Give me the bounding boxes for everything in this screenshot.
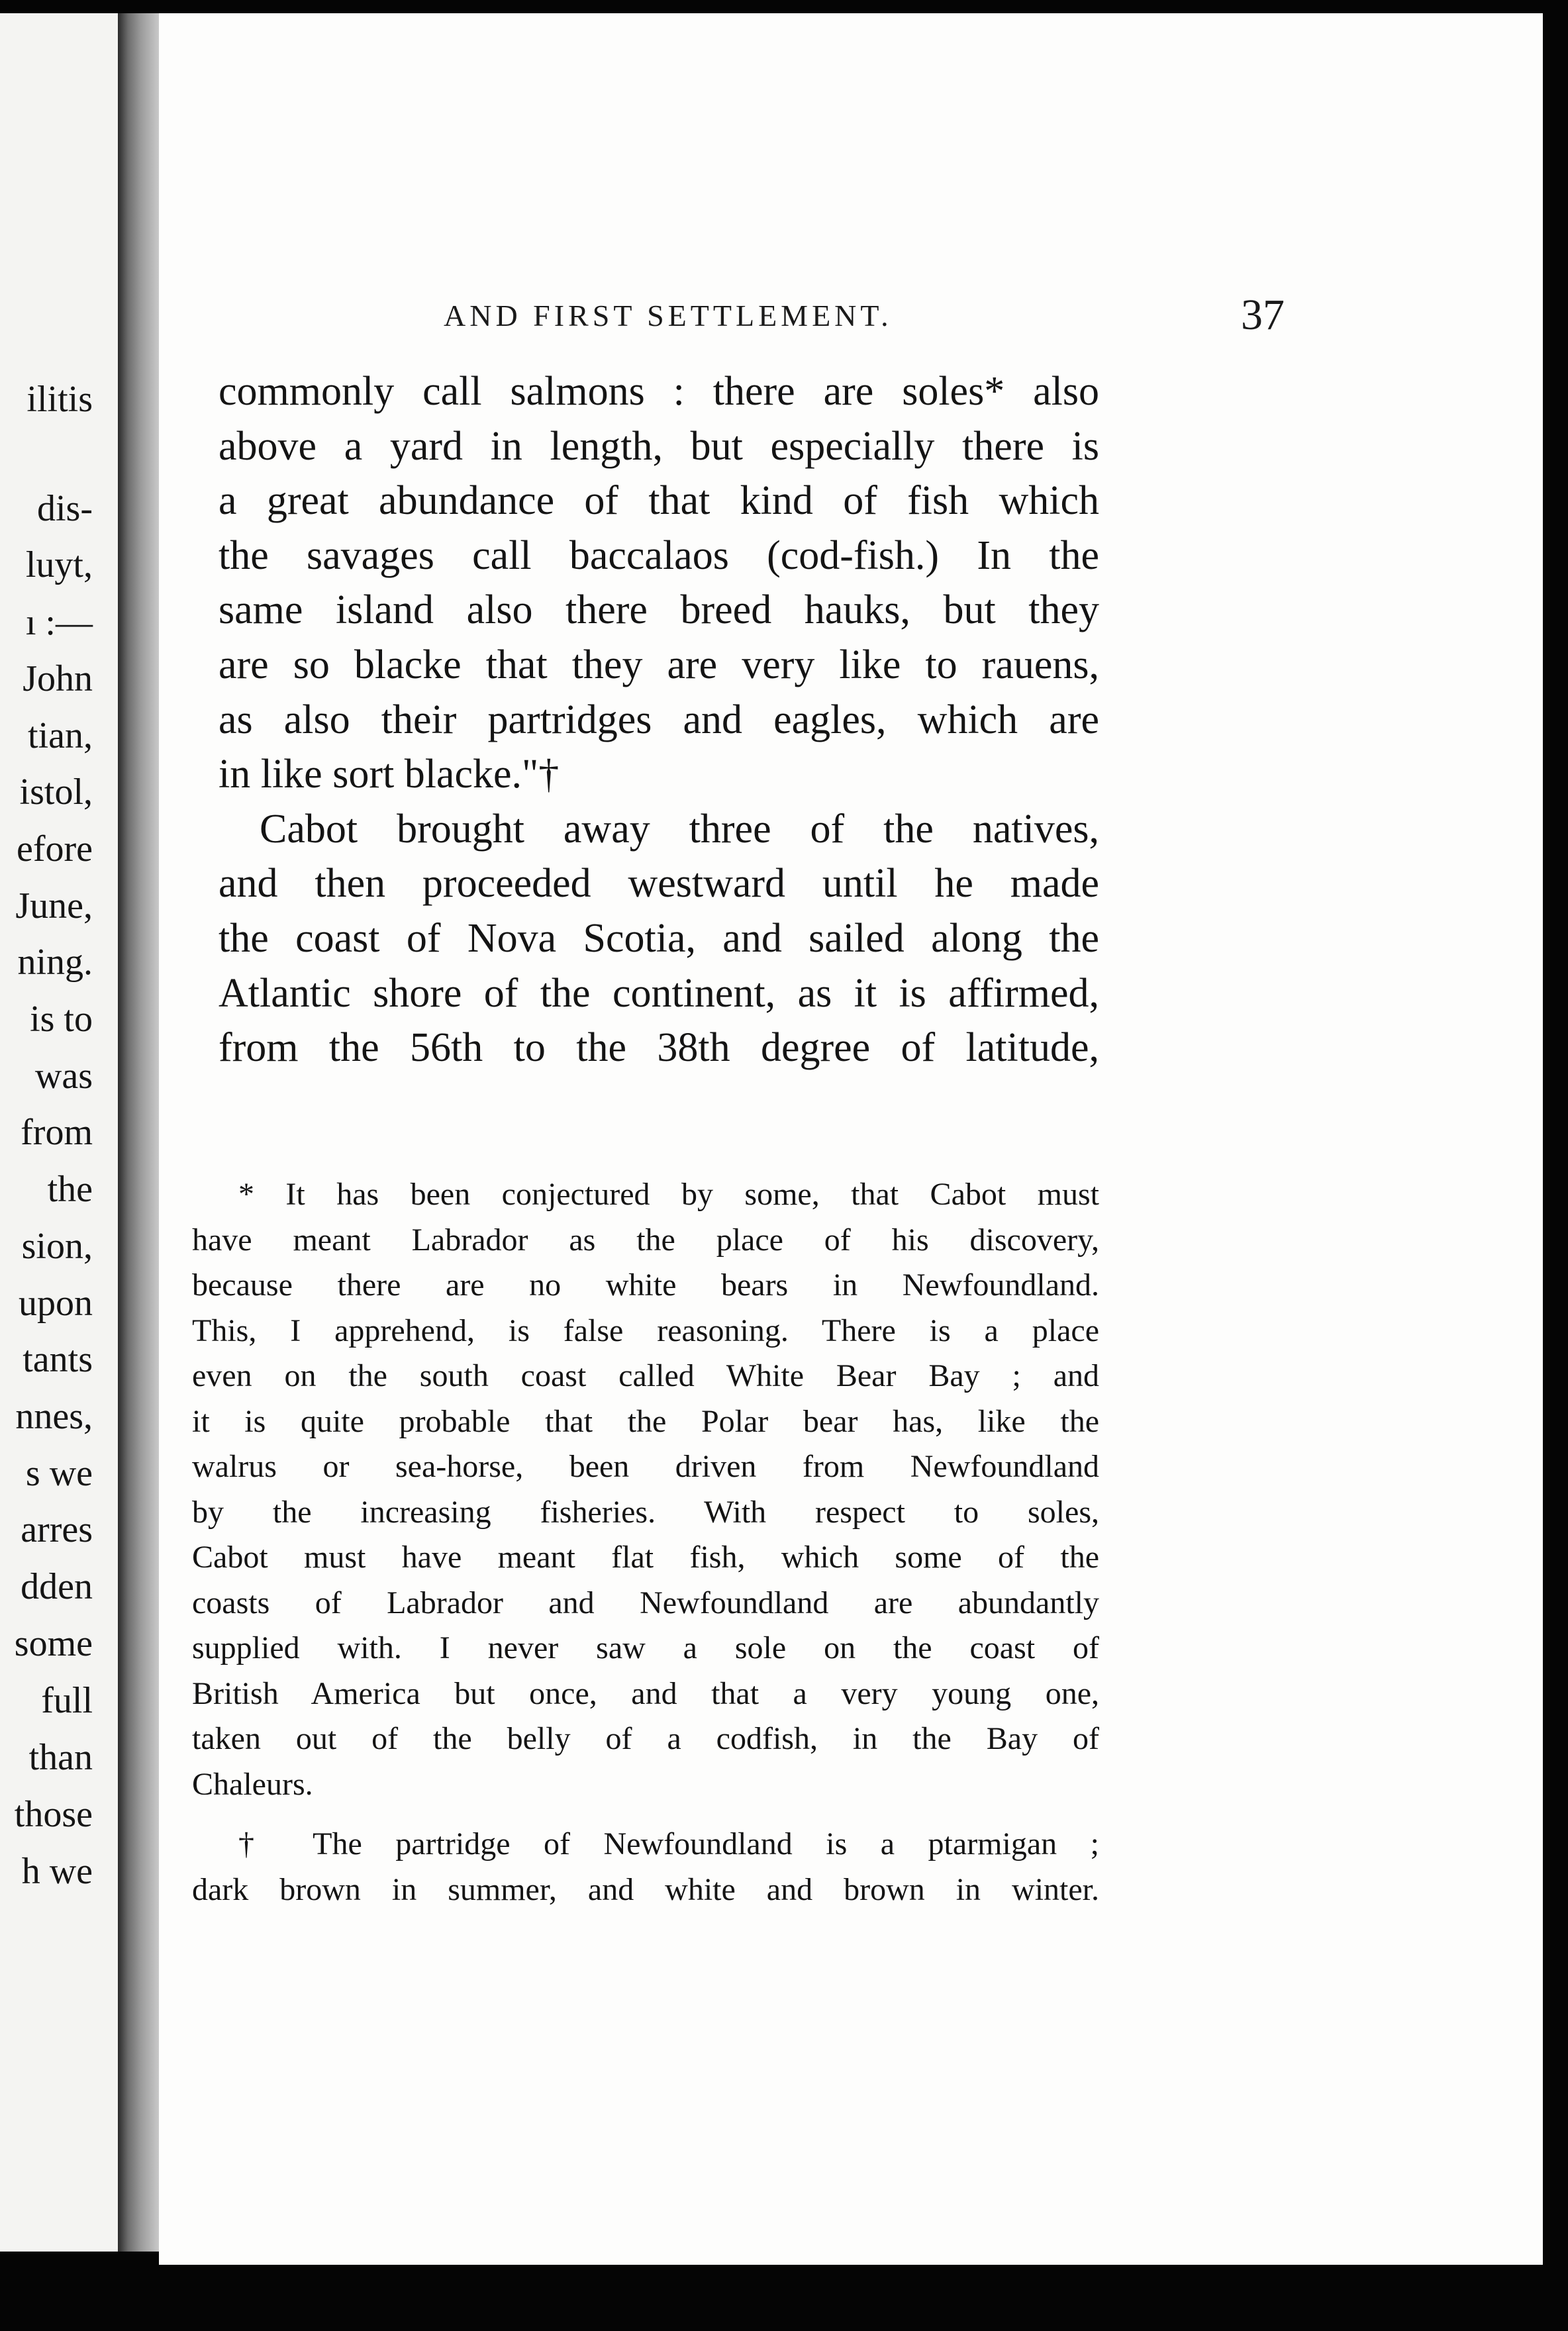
body-line: the savages call baccalaos (cod-fish.) In the [219,532,1099,578]
left-page-line: John [23,658,93,699]
body-line: from the 56th to the 38th degree of latitude, [219,1025,1099,1071]
book-gutter-shadow [118,13,159,2252]
page-number: 37 [1241,291,1285,339]
left-page-line: arres [21,1509,93,1550]
footnote-line: dark brown in summer, and white and brown in winter. [192,1871,1099,1907]
body-line: the coast of Nova Scotia, and sailed along the [219,915,1099,961]
footnote-line: have meant Labrador as the place of his discovery, [192,1222,1099,1258]
left-page-line: from [21,1112,93,1153]
left-page-line: June, [15,885,93,926]
body-line: commonly call salmons : there are soles* also [219,369,1099,414]
left-page-line: ning. [17,942,93,983]
footnotes [192,1172,1099,1912]
footnote-line: walrus or sea-horse, been driven from Newfoundland [192,1449,1099,1484]
left-page-line: those [14,1794,93,1835]
left-page-line: dis- [37,488,93,529]
body-line: Cabot brought away three of the natives, [260,806,1099,852]
left-page-line: ı :— [25,602,93,643]
body-line: a great abundance of that kind of fish which [219,478,1099,524]
body-line: same island also there breed hauks, but they [219,587,1099,633]
left-page-line: some [14,1623,93,1664]
body-line: and then proceeded westward until he made [219,861,1099,907]
book-page [159,13,1543,2265]
left-page-line: nnes, [15,1396,93,1437]
body-line: as also their partridges and eagles, which are [219,697,1099,742]
left-page-line: the [47,1169,93,1210]
left-page-line: ilitis [26,379,93,420]
body-line: in like sort blacke."† [219,752,560,797]
left-page-line: upon [19,1283,93,1324]
footnote-line: This, I apprehend, is false reasoning. There is a place [192,1313,1099,1348]
left-page-line: h we [21,1851,93,1892]
body-text [219,364,1099,1075]
body-line: Atlantic shore of the continent, as it is affirmed, [219,970,1099,1016]
left-page-line: is to [30,999,93,1040]
left-page-line: efore [16,828,93,869]
running-head: AND FIRST SETTLEMENT. [444,299,893,332]
footnote-line: British America but once, and that a very young one, [192,1675,1099,1711]
left-page-line: full [41,1680,93,1721]
footnote-line: taken out of the belly of a codfish, in the Bay of [192,1721,1099,1756]
footnote-gap [192,1807,1099,1822]
footnote-line: even on the south coast called White Bear Bay ; and [192,1358,1099,1393]
footnote-line: supplied with. I never saw a sole on the coast of [192,1630,1099,1665]
left-page-line: was [34,1056,93,1097]
left-page-line: luyt, [25,544,93,585]
body-line: above a yard in length, but especially there is [219,423,1099,469]
left-page-line: istol, [19,771,93,813]
left-page-line: s we [25,1453,93,1494]
footnote-line: Cabot must have meant flat fish, which some of the [192,1540,1099,1575]
left-page-line: dden [21,1566,93,1607]
left-page-line: tants [23,1339,93,1380]
footnote-line: it is quite probable that the Polar bear has, like the [192,1403,1099,1439]
left-page-line: sion, [21,1226,93,1267]
body-line: are so blacke that they are very like to rauens, [219,642,1099,687]
footnote-line: * It has been conjectured by some, that Cabot must [238,1177,1099,1212]
left-page-line: than [28,1737,93,1778]
footnote-line: because there are no white bears in Newfoundland. [192,1267,1099,1303]
footnote-line: † The partridge of Newfoundland is a ptarmigan ; [238,1826,1099,1861]
footnote-line: coasts of Labrador and Newfoundland are abundantly [192,1585,1099,1620]
left-page-line: tian, [28,715,93,756]
facing-page-left [0,13,118,2252]
footnote-line: Chaleurs. [192,1766,313,1802]
footnote-line: by the increasing fisheries. With respect to soles, [192,1494,1099,1530]
